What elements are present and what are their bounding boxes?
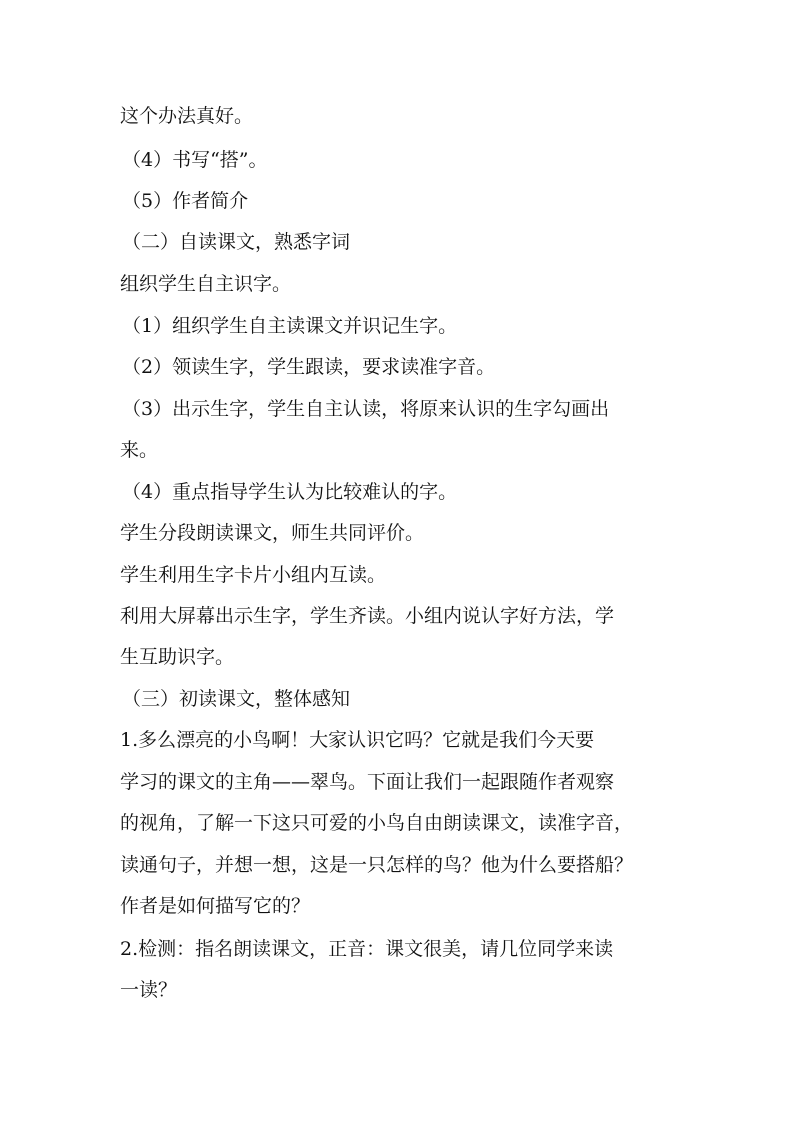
text-line: 的视角，了解一下这只可爱的小鸟自由朗读课文，读准字音， xyxy=(120,812,634,834)
text-line: 1.多么漂亮的小鸟啊！大家认识它吗？它就是我们今天要 xyxy=(120,729,595,751)
text-line: （4）重点指导学生认为比较难认的字。 xyxy=(122,481,458,503)
text-line: （1）组织学生自主读课文并识记生字。 xyxy=(122,315,458,337)
text-line: 组织学生自主识字。 xyxy=(120,273,292,295)
section-heading: （二）自读课文，熟悉字词 xyxy=(122,231,351,253)
text-line: 生互助识字。 xyxy=(120,646,235,668)
text-line: 学生利用生字卡片小组内互读。 xyxy=(120,564,387,586)
text-line: 这个办法真好。 xyxy=(120,105,254,127)
text-line: （4）书写“搭”。 xyxy=(122,149,268,171)
text-line: 来。 xyxy=(120,439,159,461)
text-line: 作者是如何描写它的？ xyxy=(120,895,311,917)
text-line: （3）出示生字，学生自主认读，将原来认识的生字勾画出 xyxy=(122,398,610,420)
text-line: 学生分段朗读课文，师生共同评价。 xyxy=(120,522,425,544)
text-line: 学习的课文的主角——翠鸟。下面让我们一起跟随作者观察 xyxy=(120,771,615,793)
text-line: （2）领读生字，学生跟读，要求读准字音。 xyxy=(122,356,496,378)
text-line: 2.检测：指名朗读课文，正音：课文很美，请几位同学来读 xyxy=(120,938,614,960)
text-line: 一读？ xyxy=(120,979,178,1001)
section-heading: （三）初读课文，整体感知 xyxy=(122,688,351,710)
text-line: 利用大屏幕出示生字，学生齐读。小组内说认字好方法，学 xyxy=(120,605,615,627)
text-line: 读通句子，并想一想，这是一只怎样的鸟？他为什么要搭船？ xyxy=(120,854,634,876)
text-line: （5）作者简介 xyxy=(122,190,249,212)
